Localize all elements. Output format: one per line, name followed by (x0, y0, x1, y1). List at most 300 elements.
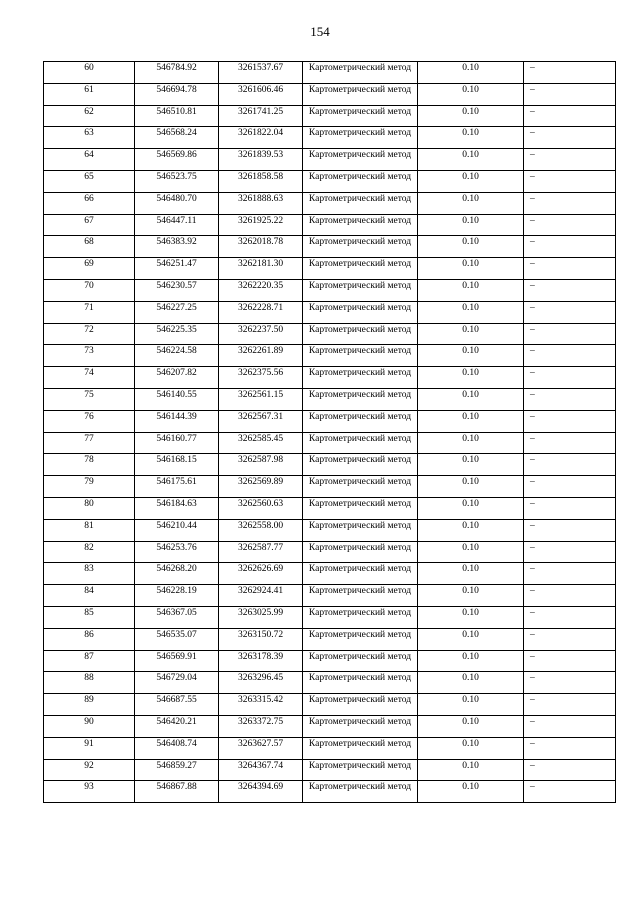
table-row (44, 650, 616, 672)
accuracy-cell (418, 694, 524, 716)
y-coordinate-cell (219, 367, 303, 389)
point-number-cell-text: 80 (84, 498, 94, 509)
point-number-cell (44, 388, 135, 410)
method-cell (303, 279, 418, 301)
point-number-cell (44, 781, 135, 803)
method-cell-text: Картометрический метод (308, 673, 412, 684)
x-coordinate-cell-text: 546729.04 (156, 673, 197, 684)
y-coordinate-cell (219, 694, 303, 716)
table-row (44, 170, 616, 192)
table-body (44, 62, 616, 803)
note-cell (524, 541, 616, 563)
method-cell (303, 628, 418, 650)
x-coordinate-cell (135, 170, 219, 192)
note-cell-text: – (530, 498, 535, 509)
x-coordinate-cell (135, 541, 219, 563)
point-number-cell (44, 410, 135, 432)
y-coordinate-cell (219, 737, 303, 759)
method-cell-text: Картометрический метод (308, 695, 412, 706)
note-cell-text: – (530, 520, 535, 531)
accuracy-cell-text: 0.10 (462, 302, 479, 313)
note-cell (524, 432, 616, 454)
method-cell-text: Картометрический метод (308, 259, 412, 270)
accuracy-cell (418, 432, 524, 454)
note-cell-text: – (530, 455, 535, 466)
y-coordinate-cell (219, 149, 303, 171)
point-number-cell (44, 519, 135, 541)
x-coordinate-cell-text: 546184.63 (156, 498, 197, 509)
accuracy-cell-text: 0.10 (462, 280, 479, 291)
note-cell (524, 454, 616, 476)
point-number-cell (44, 606, 135, 628)
point-number-cell (44, 541, 135, 563)
point-number-cell-text: 78 (84, 455, 94, 466)
method-cell (303, 737, 418, 759)
method-cell-text: Картометрический метод (308, 128, 412, 139)
accuracy-cell-text: 0.10 (462, 673, 479, 684)
accuracy-cell-text: 0.10 (462, 346, 479, 357)
accuracy-cell-text: 0.10 (462, 564, 479, 575)
method-cell-text: Картометрический метод (308, 586, 412, 597)
method-cell-text: Картометрический метод (308, 411, 412, 422)
table-row (44, 410, 616, 432)
accuracy-cell-text: 0.10 (462, 84, 479, 95)
y-coordinate-cell (219, 236, 303, 258)
y-coordinate-cell (219, 62, 303, 84)
table-row (44, 585, 616, 607)
point-number-cell-text: 60 (84, 63, 94, 73)
y-coordinate-cell-text: 3262567.31 (237, 411, 284, 422)
note-cell (524, 628, 616, 650)
note-cell (524, 149, 616, 171)
accuracy-cell-text: 0.10 (462, 106, 479, 117)
note-cell-text: – (530, 215, 535, 226)
method-cell (303, 672, 418, 694)
method-cell-text: Картометрический метод (308, 106, 412, 117)
accuracy-cell (418, 519, 524, 541)
accuracy-cell-text: 0.10 (462, 782, 479, 793)
method-cell (303, 650, 418, 672)
note-cell (524, 192, 616, 214)
x-coordinate-cell-text: 546568.24 (156, 128, 197, 139)
note-cell-text: – (530, 738, 535, 749)
point-number-cell-text: 61 (84, 84, 94, 95)
note-cell-text: – (530, 193, 535, 204)
x-coordinate-cell-text: 546228.19 (156, 586, 197, 597)
point-number-cell (44, 83, 135, 105)
point-number-cell (44, 149, 135, 171)
point-number-cell-text: 87 (84, 651, 94, 662)
y-coordinate-cell-text: 3263372.75 (237, 716, 284, 727)
note-cell-text: – (530, 346, 535, 357)
x-coordinate-cell-text: 546859.27 (156, 760, 197, 771)
x-coordinate-cell (135, 62, 219, 84)
note-cell-text: – (530, 564, 535, 575)
table-row (44, 83, 616, 105)
x-coordinate-cell (135, 105, 219, 127)
point-number-cell-text: 72 (84, 324, 94, 335)
table-row (44, 323, 616, 345)
accuracy-cell (418, 367, 524, 389)
accuracy-cell (418, 83, 524, 105)
point-number-cell-text: 68 (84, 237, 94, 248)
y-coordinate-cell-text: 3262237.50 (237, 324, 284, 335)
accuracy-cell-text: 0.10 (462, 695, 479, 706)
note-cell-text: – (530, 389, 535, 400)
x-coordinate-cell (135, 410, 219, 432)
point-number-cell (44, 279, 135, 301)
accuracy-cell-text: 0.10 (462, 651, 479, 662)
note-cell-text: – (530, 63, 535, 73)
accuracy-cell-text: 0.10 (462, 433, 479, 444)
point-number-cell-text: 69 (84, 259, 94, 270)
method-cell-text: Картометрический метод (308, 455, 412, 466)
note-cell-text: – (530, 607, 535, 618)
note-cell (524, 410, 616, 432)
note-cell (524, 170, 616, 192)
y-coordinate-cell-text: 3261839.53 (237, 150, 284, 161)
x-coordinate-cell-text: 546510.81 (156, 106, 197, 117)
y-coordinate-cell (219, 192, 303, 214)
accuracy-cell (418, 170, 524, 192)
y-coordinate-cell (219, 519, 303, 541)
point-number-cell-text: 88 (84, 673, 94, 684)
accuracy-cell-text: 0.10 (462, 498, 479, 509)
table-row (44, 541, 616, 563)
x-coordinate-cell (135, 650, 219, 672)
x-coordinate-cell (135, 672, 219, 694)
note-cell-text: – (530, 150, 535, 161)
note-cell (524, 606, 616, 628)
x-coordinate-cell-text: 546480.70 (156, 193, 197, 204)
y-coordinate-cell-text: 3262558.00 (237, 520, 284, 531)
y-coordinate-cell-text: 3262228.71 (237, 302, 284, 313)
y-coordinate-cell (219, 781, 303, 803)
accuracy-cell (418, 301, 524, 323)
x-coordinate-cell (135, 345, 219, 367)
method-cell (303, 214, 418, 236)
note-cell (524, 367, 616, 389)
accuracy-cell-text: 0.10 (462, 150, 479, 161)
table-row (44, 127, 616, 149)
y-coordinate-cell-text: 3261925.22 (237, 215, 284, 226)
accuracy-cell (418, 781, 524, 803)
method-cell (303, 585, 418, 607)
note-cell-text: – (530, 128, 535, 139)
y-coordinate-cell-text: 3264394.69 (237, 782, 284, 793)
note-cell-text: – (530, 84, 535, 95)
method-cell-text: Картометрический метод (308, 280, 412, 291)
method-cell (303, 388, 418, 410)
accuracy-cell-text: 0.10 (462, 629, 479, 640)
method-cell-text: Картометрический метод (308, 237, 412, 248)
note-cell-text: – (530, 586, 535, 597)
method-cell (303, 432, 418, 454)
point-number-cell (44, 585, 135, 607)
accuracy-cell (418, 279, 524, 301)
table-row (44, 737, 616, 759)
method-cell (303, 410, 418, 432)
method-cell (303, 83, 418, 105)
y-coordinate-cell-text: 3262587.98 (237, 455, 284, 466)
accuracy-cell (418, 192, 524, 214)
table-row (44, 519, 616, 541)
y-coordinate-cell (219, 258, 303, 280)
x-coordinate-cell (135, 519, 219, 541)
method-cell-text: Картометрический метод (308, 760, 412, 771)
method-cell-text: Картометрический метод (308, 520, 412, 531)
point-number-cell-text: 83 (84, 564, 94, 575)
accuracy-cell-text: 0.10 (462, 193, 479, 204)
x-coordinate-cell (135, 606, 219, 628)
method-cell (303, 367, 418, 389)
note-cell-text: – (530, 106, 535, 117)
y-coordinate-cell-text: 3261537.67 (237, 63, 284, 73)
accuracy-cell-text: 0.10 (462, 259, 479, 270)
y-coordinate-cell (219, 388, 303, 410)
x-coordinate-cell-text: 546160.77 (156, 433, 197, 444)
x-coordinate-cell-text: 546420.21 (156, 716, 197, 727)
table-row (44, 432, 616, 454)
y-coordinate-cell (219, 279, 303, 301)
y-coordinate-cell-text: 3262375.56 (237, 368, 284, 379)
table-row (44, 214, 616, 236)
table-row (44, 258, 616, 280)
point-number-cell (44, 192, 135, 214)
x-coordinate-cell (135, 279, 219, 301)
x-coordinate-cell-text: 546523.75 (156, 171, 197, 182)
point-number-cell (44, 367, 135, 389)
point-number-cell (44, 563, 135, 585)
method-cell-text: Картометрический метод (308, 84, 412, 95)
note-cell (524, 737, 616, 759)
point-number-cell (44, 323, 135, 345)
method-cell (303, 454, 418, 476)
x-coordinate-cell-text: 546207.82 (156, 368, 197, 379)
point-number-cell (44, 432, 135, 454)
note-cell (524, 236, 616, 258)
table-row (44, 454, 616, 476)
x-coordinate-cell-text: 546168.15 (156, 455, 197, 466)
table-row (44, 345, 616, 367)
table-row (44, 62, 616, 84)
x-coordinate-cell (135, 388, 219, 410)
y-coordinate-cell (219, 454, 303, 476)
accuracy-cell-text: 0.10 (462, 389, 479, 400)
method-cell (303, 105, 418, 127)
note-cell-text: – (530, 259, 535, 270)
note-cell (524, 476, 616, 498)
point-number-cell (44, 236, 135, 258)
x-coordinate-cell-text: 546408.74 (156, 738, 197, 749)
point-number-cell-text: 90 (84, 716, 94, 727)
x-coordinate-cell (135, 258, 219, 280)
point-number-cell-text: 79 (84, 477, 94, 488)
accuracy-cell (418, 388, 524, 410)
x-coordinate-cell (135, 323, 219, 345)
point-number-cell (44, 497, 135, 519)
table-row (44, 236, 616, 258)
accuracy-cell (418, 563, 524, 585)
point-number-cell (44, 170, 135, 192)
point-number-cell (44, 628, 135, 650)
point-number-cell-text: 67 (84, 215, 94, 226)
x-coordinate-cell (135, 236, 219, 258)
method-cell (303, 519, 418, 541)
method-cell-text: Картометрический метод (308, 542, 412, 553)
x-coordinate-cell (135, 454, 219, 476)
accuracy-cell (418, 236, 524, 258)
y-coordinate-cell-text: 3263150.72 (237, 629, 284, 640)
point-number-cell-text: 63 (84, 128, 94, 139)
coordinates-table (43, 61, 616, 803)
note-cell-text: – (530, 302, 535, 313)
y-coordinate-cell (219, 585, 303, 607)
table-row (44, 497, 616, 519)
y-coordinate-cell (219, 541, 303, 563)
accuracy-cell (418, 672, 524, 694)
y-coordinate-cell (219, 345, 303, 367)
x-coordinate-cell-text: 546227.25 (156, 302, 197, 313)
accuracy-cell-text: 0.10 (462, 542, 479, 553)
accuracy-cell (418, 585, 524, 607)
method-cell (303, 192, 418, 214)
method-cell-text: Картометрический метод (308, 324, 412, 335)
x-coordinate-cell (135, 301, 219, 323)
method-cell-text: Картометрический метод (308, 607, 412, 618)
point-number-cell-text: 93 (84, 782, 94, 793)
table-row (44, 781, 616, 803)
method-cell (303, 476, 418, 498)
x-coordinate-cell-text: 546140.55 (156, 389, 197, 400)
table-row (44, 105, 616, 127)
point-number-cell-text: 65 (84, 171, 94, 182)
note-cell (524, 105, 616, 127)
table-row (44, 192, 616, 214)
table-row (44, 715, 616, 737)
x-coordinate-cell (135, 759, 219, 781)
y-coordinate-cell-text: 3263315.42 (237, 695, 284, 706)
accuracy-cell-text: 0.10 (462, 520, 479, 531)
method-cell-text: Картометрический метод (308, 368, 412, 379)
x-coordinate-cell (135, 192, 219, 214)
point-number-cell (44, 715, 135, 737)
x-coordinate-cell-text: 546535.07 (156, 629, 197, 640)
note-cell (524, 650, 616, 672)
note-cell (524, 279, 616, 301)
x-coordinate-cell-text: 546569.86 (156, 150, 197, 161)
y-coordinate-cell-text: 3262181.30 (237, 259, 284, 270)
point-number-cell (44, 105, 135, 127)
x-coordinate-cell (135, 497, 219, 519)
method-cell-text: Картометрический метод (308, 716, 412, 727)
method-cell (303, 541, 418, 563)
note-cell (524, 388, 616, 410)
y-coordinate-cell-text: 3262569.89 (237, 477, 284, 488)
y-coordinate-cell (219, 301, 303, 323)
y-coordinate-cell-text: 3262220.35 (237, 280, 284, 291)
note-cell-text: – (530, 411, 535, 422)
y-coordinate-cell-text: 3261741.25 (237, 106, 284, 117)
point-number-cell-text: 62 (84, 106, 94, 117)
method-cell-text: Картометрический метод (308, 150, 412, 161)
point-number-cell (44, 127, 135, 149)
y-coordinate-cell-text: 3262561.15 (237, 389, 284, 400)
x-coordinate-cell-text: 546144.39 (156, 411, 197, 422)
method-cell-text: Картометрический метод (308, 477, 412, 488)
table-row (44, 279, 616, 301)
note-cell (524, 497, 616, 519)
table-row (44, 367, 616, 389)
accuracy-cell (418, 454, 524, 476)
method-cell-text: Картометрический метод (308, 63, 412, 73)
point-number-cell (44, 62, 135, 84)
point-number-cell-text: 81 (84, 520, 94, 531)
note-cell-text: – (530, 433, 535, 444)
y-coordinate-cell (219, 563, 303, 585)
y-coordinate-cell (219, 672, 303, 694)
point-number-cell (44, 694, 135, 716)
y-coordinate-cell (219, 83, 303, 105)
method-cell-text: Картометрический метод (308, 564, 412, 575)
x-coordinate-cell-text: 546694.78 (156, 84, 197, 95)
method-cell-text: Картометрический метод (308, 782, 412, 793)
note-cell (524, 214, 616, 236)
accuracy-cell (418, 345, 524, 367)
method-cell-text: Картометрический метод (308, 738, 412, 749)
method-cell (303, 345, 418, 367)
accuracy-cell (418, 258, 524, 280)
table-row (44, 301, 616, 323)
point-number-cell (44, 476, 135, 498)
method-cell (303, 127, 418, 149)
x-coordinate-cell-text: 546268.20 (156, 564, 197, 575)
point-number-cell-text: 74 (84, 368, 94, 379)
y-coordinate-cell-text: 3261858.58 (237, 171, 284, 182)
x-coordinate-cell (135, 585, 219, 607)
accuracy-cell-text: 0.10 (462, 63, 479, 73)
point-number-cell-text: 76 (84, 411, 94, 422)
point-number-cell (44, 214, 135, 236)
accuracy-cell-text: 0.10 (462, 455, 479, 466)
x-coordinate-cell-text: 546225.35 (156, 324, 197, 335)
x-coordinate-cell-text: 546367.05 (156, 607, 197, 618)
y-coordinate-cell (219, 476, 303, 498)
method-cell (303, 170, 418, 192)
accuracy-cell (418, 214, 524, 236)
y-coordinate-cell (219, 650, 303, 672)
accuracy-cell (418, 62, 524, 84)
note-cell-text: – (530, 673, 535, 684)
accuracy-cell-text: 0.10 (462, 477, 479, 488)
table-row (44, 476, 616, 498)
x-coordinate-cell (135, 781, 219, 803)
x-coordinate-cell (135, 149, 219, 171)
note-cell-text: – (530, 651, 535, 662)
x-coordinate-cell (135, 214, 219, 236)
note-cell (524, 563, 616, 585)
point-number-cell-text: 86 (84, 629, 94, 640)
method-cell-text: Картометрический метод (308, 433, 412, 444)
x-coordinate-cell-text: 546383.92 (156, 237, 197, 248)
accuracy-cell (418, 628, 524, 650)
y-coordinate-cell (219, 170, 303, 192)
x-coordinate-cell (135, 694, 219, 716)
point-number-cell-text: 64 (84, 150, 94, 161)
method-cell (303, 301, 418, 323)
x-coordinate-cell (135, 737, 219, 759)
table-row (44, 694, 616, 716)
